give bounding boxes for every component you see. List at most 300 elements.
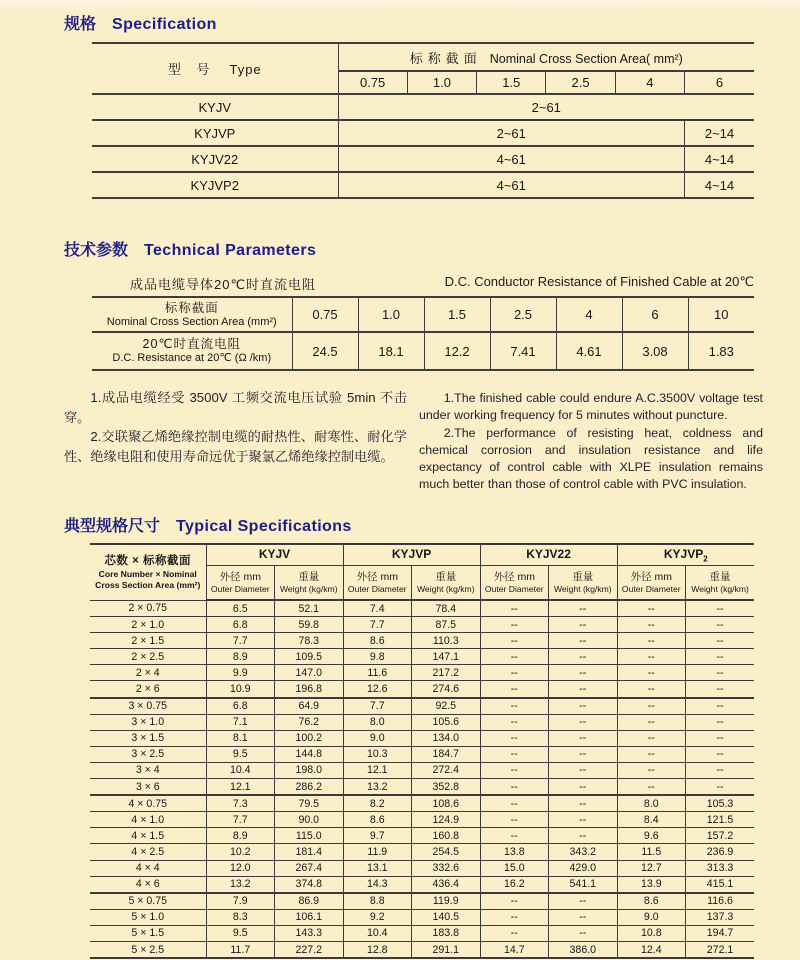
cable-type: KYJVP2 xyxy=(190,177,239,193)
table-row xyxy=(92,94,754,120)
weight-value: 105.3 xyxy=(686,795,755,812)
weight-value: 374.8 xyxy=(275,876,344,893)
area-label-zh: 标称截面 xyxy=(164,300,219,315)
outer-diameter-value: 8.6 xyxy=(343,633,412,649)
weight-value: 108.6 xyxy=(412,795,481,812)
corner-zh: 芯数 × 标称截面 xyxy=(104,555,192,568)
group-label: KYJV xyxy=(258,546,291,561)
area-label-en: Nominal Cross Section Area (mm²) xyxy=(106,315,277,328)
outer-diameter-value: 7.9 xyxy=(206,893,275,910)
weight-value: 116.6 xyxy=(686,893,755,910)
outer-diameter-value: 9.7 xyxy=(343,828,412,844)
size-header: 6 xyxy=(684,71,754,94)
heading-zh: 规格 xyxy=(64,16,97,33)
outer-diameter-value: -- xyxy=(617,779,686,796)
weight-value: 78.3 xyxy=(275,633,344,649)
resistance-value: 12.2 xyxy=(424,332,490,370)
outer-diameter-value: 9.2 xyxy=(343,909,412,925)
od-en: Outer Diameter xyxy=(621,584,681,594)
weight-value: 183.8 xyxy=(412,925,481,941)
type-header-zh: 型 号 xyxy=(167,62,216,77)
table-row xyxy=(90,762,754,778)
caption-zh: 成品电缆导体20℃时直流电阻 xyxy=(130,277,317,292)
weight-value: 254.5 xyxy=(412,844,481,860)
weight-value: 134.0 xyxy=(412,730,481,746)
core-range: 2~61 xyxy=(338,94,754,120)
group-label: KYJVP xyxy=(663,546,704,561)
core-size-label: 2 × 4 xyxy=(135,666,160,679)
outer-diameter-value: 12.1 xyxy=(343,762,412,778)
weight-value: -- xyxy=(549,828,618,844)
resistance-value: 4.61 xyxy=(556,332,622,370)
outer-diameter-value: 8.9 xyxy=(206,649,275,665)
core-size-label: 3 × 2.5 xyxy=(131,748,165,761)
weight-value: 137.3 xyxy=(686,909,755,925)
group-header-kyjv xyxy=(206,544,343,566)
weight-value: 194.7 xyxy=(686,925,755,941)
weight-value: -- xyxy=(549,681,618,698)
outer-diameter-value: -- xyxy=(480,665,549,681)
area-label-cell xyxy=(92,297,292,332)
weight-value: -- xyxy=(549,893,618,910)
outer-diameter-value: 10.4 xyxy=(343,925,412,941)
outer-diameter-value: 11.6 xyxy=(343,665,412,681)
weight-value: -- xyxy=(686,665,755,681)
weight-value: 90.0 xyxy=(275,812,344,828)
typical-specifications-table xyxy=(90,543,754,959)
size-value: 1.0 xyxy=(358,297,424,332)
weight-value: 79.5 xyxy=(275,795,344,812)
size-header: 1.0 xyxy=(407,71,476,94)
weight-value: 110.3 xyxy=(412,633,481,649)
wt-en: Weight (kg/km) xyxy=(416,584,475,594)
size-value: 6 xyxy=(622,297,688,332)
outer-diameter-value: 7.4 xyxy=(343,600,412,617)
weight-value: -- xyxy=(549,649,618,665)
core-size-label: 4 × 0.75 xyxy=(128,797,168,810)
weight-value: 286.2 xyxy=(275,779,344,796)
resistance-value: 18.1 xyxy=(358,332,424,370)
weight-value: 343.2 xyxy=(549,844,618,860)
tech-table-caption xyxy=(92,274,754,293)
table-row xyxy=(90,812,754,828)
weight-value: 59.8 xyxy=(275,617,344,633)
od-zh: 外径 mm xyxy=(356,571,398,583)
outer-diameter-value: 9.5 xyxy=(206,746,275,762)
weight-value: 267.4 xyxy=(275,860,344,876)
weight-value: -- xyxy=(549,779,618,796)
outer-diameter-value: -- xyxy=(480,617,549,633)
table-row xyxy=(90,746,754,762)
table-row xyxy=(90,665,754,681)
od-en: Outer Diameter xyxy=(210,584,270,594)
size-header: 2.5 xyxy=(546,71,615,94)
resistance-label-cell xyxy=(92,332,292,370)
core-range-last: 4~14 xyxy=(684,146,754,172)
group-header-kyjv22 xyxy=(480,544,617,566)
typical-table-body xyxy=(90,600,754,958)
group-header-en: Nominal Cross Section Area( mm²) xyxy=(489,51,683,66)
heading-zh: 技术参数 xyxy=(64,242,129,259)
group-label: KYJVP xyxy=(391,546,432,561)
weight-value: 147.0 xyxy=(275,665,344,681)
outer-diameter-value: -- xyxy=(617,698,686,715)
weight-value: -- xyxy=(549,633,618,649)
table-row xyxy=(90,617,754,633)
weight-value: -- xyxy=(549,665,618,681)
group-header-kyjvp xyxy=(343,544,480,566)
weight-value: 236.9 xyxy=(686,844,755,860)
table-row xyxy=(90,876,754,893)
outer-diameter-value: -- xyxy=(480,795,549,812)
group-header-kyjvp2 xyxy=(617,544,754,566)
core-size-label: 5 × 1.0 xyxy=(131,911,165,924)
size-value: 0.75 xyxy=(292,297,358,332)
weight-value: 121.5 xyxy=(686,812,755,828)
weight-value: -- xyxy=(549,762,618,778)
table-row xyxy=(90,828,754,844)
outer-diameter-value: -- xyxy=(480,649,549,665)
outer-diameter-value: 13.1 xyxy=(343,860,412,876)
outer-diameter-header xyxy=(617,566,686,601)
outer-diameter-value: 11.7 xyxy=(206,941,275,958)
weight-value: -- xyxy=(549,714,618,730)
core-range: 2~61 xyxy=(338,120,684,146)
table-row xyxy=(92,120,754,146)
table-row xyxy=(90,600,754,617)
weight-header xyxy=(275,566,344,601)
outer-diameter-value: 10.8 xyxy=(617,925,686,941)
outer-diameter-value: -- xyxy=(480,812,549,828)
outer-diameter-value: 9.0 xyxy=(617,909,686,925)
outer-diameter-value: 6.8 xyxy=(206,698,275,715)
outer-diameter-value: -- xyxy=(617,649,686,665)
notes-chinese xyxy=(64,388,407,466)
outer-diameter-value: 7.7 xyxy=(343,617,412,633)
note-zh-1: 1.成品电缆经受 3500V 工频交流电压试验 5min 不击穿。 xyxy=(64,390,407,425)
weight-header xyxy=(549,566,618,601)
core-size-label: 3 × 1.0 xyxy=(131,716,165,729)
outer-diameter-value: 8.0 xyxy=(343,714,412,730)
core-size-label: 2 × 0.75 xyxy=(128,602,168,615)
weight-value: -- xyxy=(549,617,618,633)
table-row xyxy=(92,297,754,332)
outer-diameter-value: -- xyxy=(480,893,549,910)
outer-diameter-value: -- xyxy=(480,600,549,617)
outer-diameter-value: 8.0 xyxy=(617,795,686,812)
caption-en: D.C. Conductor Resistance of Finished Cable at 20℃ xyxy=(444,274,754,289)
type-header-en: Type xyxy=(229,62,262,77)
outer-diameter-value: -- xyxy=(480,762,549,778)
table-row xyxy=(92,332,754,370)
weight-value: 181.4 xyxy=(275,844,344,860)
corner-en-2: Cross Section Area (mm²) xyxy=(95,579,201,590)
outer-diameter-value: 9.6 xyxy=(617,828,686,844)
weight-value: 119.9 xyxy=(412,893,481,910)
weight-value: 106.1 xyxy=(275,909,344,925)
table-row xyxy=(90,779,754,796)
od-en: Outer Diameter xyxy=(347,584,407,594)
group-header-row xyxy=(90,544,754,566)
heading-en: Typical Specifications xyxy=(176,518,352,535)
weight-value: 124.9 xyxy=(412,812,481,828)
outer-diameter-value: 12.1 xyxy=(206,779,275,796)
weight-value: 52.1 xyxy=(275,600,344,617)
outer-diameter-value: -- xyxy=(480,698,549,715)
outer-diameter-value: -- xyxy=(480,925,549,941)
weight-value: 100.2 xyxy=(275,730,344,746)
outer-diameter-value: 13.2 xyxy=(343,779,412,796)
weight-value: 313.3 xyxy=(686,860,755,876)
weight-value: -- xyxy=(686,779,755,796)
weight-value: -- xyxy=(549,909,618,925)
table-row xyxy=(90,730,754,746)
outer-diameter-value: 11.9 xyxy=(343,844,412,860)
weight-value: 92.5 xyxy=(412,698,481,715)
outer-diameter-value: 11.5 xyxy=(617,844,686,860)
outer-diameter-value: 12.7 xyxy=(617,860,686,876)
resistance-table xyxy=(92,296,754,371)
outer-diameter-value: 12.8 xyxy=(343,941,412,958)
outer-diameter-value: 9.8 xyxy=(343,649,412,665)
outer-diameter-value: 15.0 xyxy=(480,860,549,876)
outer-diameter-value: 7.1 xyxy=(206,714,275,730)
weight-value: -- xyxy=(686,762,755,778)
weight-value: 143.3 xyxy=(275,925,344,941)
size-header: 1.5 xyxy=(477,71,546,94)
weight-value: 86.9 xyxy=(275,893,344,910)
resistance-label-zh: 20℃时直流电阻 xyxy=(142,337,241,351)
weight-value: 436.4 xyxy=(412,876,481,893)
outer-diameter-value: 10.3 xyxy=(343,746,412,762)
core-size-label: 2 × 1.0 xyxy=(131,618,165,631)
table-row xyxy=(90,844,754,860)
heading-zh: 典型规格尺寸 xyxy=(64,518,161,535)
size-value: 10 xyxy=(688,297,754,332)
od-en: Outer Diameter xyxy=(484,584,544,594)
group-sub: 2 xyxy=(703,554,708,564)
outer-diameter-value: 14.7 xyxy=(480,941,549,958)
outer-diameter-value: 13.9 xyxy=(617,876,686,893)
section-heading-technical-parameters xyxy=(64,237,316,260)
outer-diameter-value: -- xyxy=(480,909,549,925)
weight-value: 160.8 xyxy=(412,828,481,844)
weight-value: 115.0 xyxy=(275,828,344,844)
weight-value: 157.2 xyxy=(686,828,755,844)
weight-value: 147.1 xyxy=(412,649,481,665)
outer-diameter-value: 6.5 xyxy=(206,600,275,617)
weight-value: 352.8 xyxy=(412,779,481,796)
wt-en: Weight (kg/km) xyxy=(553,584,612,594)
weight-header xyxy=(412,566,481,601)
outer-diameter-value: -- xyxy=(480,746,549,762)
specification-table xyxy=(92,42,754,199)
outer-diameter-value: 8.8 xyxy=(343,893,412,910)
weight-value: 291.1 xyxy=(412,941,481,958)
size-value: 1.5 xyxy=(424,297,490,332)
weight-value: -- xyxy=(686,730,755,746)
size-header: 4 xyxy=(615,71,684,94)
wt-en: Weight (kg/km) xyxy=(279,584,338,594)
weight-value: -- xyxy=(686,649,755,665)
wt-zh: 重量 xyxy=(709,571,731,583)
weight-value: -- xyxy=(686,633,755,649)
outer-diameter-value: 8.1 xyxy=(206,730,275,746)
outer-diameter-value: 12.0 xyxy=(206,860,275,876)
type-header-cell xyxy=(92,43,338,94)
cable-type: KYJVP xyxy=(194,125,236,141)
outer-diameter-value: 8.4 xyxy=(617,812,686,828)
outer-diameter-value: -- xyxy=(617,762,686,778)
outer-diameter-value: 7.7 xyxy=(206,633,275,649)
weight-value: 272.1 xyxy=(686,941,755,958)
outer-diameter-value: 7.7 xyxy=(343,698,412,715)
od-zh: 外径 mm xyxy=(493,571,535,583)
notes-english xyxy=(419,390,763,494)
table-row xyxy=(90,893,754,910)
outer-diameter-value: -- xyxy=(617,681,686,698)
core-size-label: 4 × 1.0 xyxy=(131,813,165,826)
corner-en-1: Core Number × Nominal xyxy=(98,569,197,580)
outer-diameter-value: 9.9 xyxy=(206,665,275,681)
weight-value: 87.5 xyxy=(412,617,481,633)
outer-diameter-value: 8.2 xyxy=(343,795,412,812)
outer-diameter-value: -- xyxy=(480,828,549,844)
outer-diameter-value: -- xyxy=(617,633,686,649)
outer-diameter-header xyxy=(480,566,549,601)
weight-value: -- xyxy=(549,795,618,812)
core-size-label: 4 × 6 xyxy=(135,878,160,891)
resistance-label-en: D.C. Resistance at 20℃ (Ω /km) xyxy=(112,352,272,364)
section-heading-specification xyxy=(64,11,217,34)
weight-value: 272.4 xyxy=(412,762,481,778)
table-row xyxy=(90,925,754,941)
od-zh: 外径 mm xyxy=(630,571,672,583)
core-range: 4~61 xyxy=(338,146,684,172)
outer-diameter-value: -- xyxy=(617,665,686,681)
weight-value: 541.1 xyxy=(549,876,618,893)
core-size-label: 3 × 0.75 xyxy=(128,700,168,713)
group-header-zh: 标称截面 xyxy=(409,50,482,66)
table-row xyxy=(90,941,754,958)
weight-value: 429.0 xyxy=(549,860,618,876)
outer-diameter-value: 7.7 xyxy=(206,812,275,828)
outer-diameter-value: 12.4 xyxy=(617,941,686,958)
weight-value: 217.2 xyxy=(412,665,481,681)
weight-value: 274.6 xyxy=(412,681,481,698)
od-zh: 外径 mm xyxy=(219,571,261,583)
table-row xyxy=(90,649,754,665)
core-size-label: 5 × 2.5 xyxy=(131,943,165,956)
weight-value: -- xyxy=(549,698,618,715)
outer-diameter-value: 8.3 xyxy=(206,909,275,925)
outer-diameter-value: -- xyxy=(617,746,686,762)
resistance-value: 3.08 xyxy=(622,332,688,370)
outer-diameter-value: -- xyxy=(617,617,686,633)
cable-type: KYJV xyxy=(198,99,231,115)
core-range-last: 4~14 xyxy=(684,172,754,198)
outer-diameter-value: 10.2 xyxy=(206,844,275,860)
outer-diameter-value: -- xyxy=(480,681,549,698)
cross-section-group-header xyxy=(338,43,754,71)
outer-diameter-value: 7.3 xyxy=(206,795,275,812)
wt-zh: 重量 xyxy=(298,571,320,583)
weight-value: 196.8 xyxy=(275,681,344,698)
outer-diameter-value: 16.2 xyxy=(480,876,549,893)
weight-value: 64.9 xyxy=(275,698,344,715)
weight-value: 227.2 xyxy=(275,941,344,958)
table-row xyxy=(90,909,754,925)
note-en-2: 2.The performance of resisting heat, coldness and chemical corrosion and insulation resistance and life expectancy of control cable with XLPE insulation remains much better than those of control cable with PVC insulation. xyxy=(419,425,763,492)
table-row xyxy=(90,795,754,812)
weight-value: 415.1 xyxy=(686,876,755,893)
outer-diameter-value: 9.0 xyxy=(343,730,412,746)
weight-value: -- xyxy=(686,746,755,762)
weight-value: 332.6 xyxy=(412,860,481,876)
outer-diameter-value: -- xyxy=(617,714,686,730)
outer-diameter-value: 13.2 xyxy=(206,876,275,893)
size-value: 4 xyxy=(556,297,622,332)
outer-diameter-value: 14.3 xyxy=(343,876,412,893)
section-heading-typical-specifications xyxy=(64,513,352,536)
outer-diameter-value: 9.5 xyxy=(206,925,275,941)
note-en-1: 1.The finished cable could endure A.C.3500V voltage test under working frequency for 5 minutes without puncture. xyxy=(419,391,763,423)
outer-diameter-value: -- xyxy=(617,730,686,746)
wt-zh: 重量 xyxy=(572,571,594,583)
group-label: KYJV22 xyxy=(526,546,571,561)
outer-diameter-header xyxy=(343,566,412,601)
weight-value: 78.4 xyxy=(412,600,481,617)
heading-en: Technical Parameters xyxy=(144,242,317,259)
weight-value: 76.2 xyxy=(275,714,344,730)
weight-value: 386.0 xyxy=(549,941,618,958)
heading-en: Specification xyxy=(112,16,217,33)
outer-diameter-value: 10.4 xyxy=(206,762,275,778)
table-row xyxy=(90,860,754,876)
core-size-label: 4 × 4 xyxy=(135,862,160,875)
core-size-label: 2 × 6 xyxy=(135,683,160,696)
outer-diameter-value: -- xyxy=(480,714,549,730)
outer-diameter-value: -- xyxy=(480,779,549,796)
weight-value: -- xyxy=(686,681,755,698)
table-row xyxy=(90,681,754,698)
core-size-label: 5 × 0.75 xyxy=(128,895,168,908)
table-row xyxy=(92,146,754,172)
weight-value: 144.8 xyxy=(275,746,344,762)
table-row xyxy=(90,698,754,715)
core-size-label: 2 × 1.5 xyxy=(131,634,165,647)
wt-zh: 重量 xyxy=(435,571,457,583)
outer-diameter-header xyxy=(206,566,275,601)
core-range-last: 2~14 xyxy=(684,120,754,146)
core-range: 4~61 xyxy=(338,172,684,198)
weight-value: 140.5 xyxy=(412,909,481,925)
weight-value: 105.6 xyxy=(412,714,481,730)
outer-diameter-value: 13.8 xyxy=(480,844,549,860)
weight-value: 109.5 xyxy=(275,649,344,665)
spec-header-row xyxy=(92,43,754,71)
outer-diameter-value: 8.9 xyxy=(206,828,275,844)
outer-diameter-value: -- xyxy=(480,730,549,746)
weight-value: -- xyxy=(686,698,755,715)
table-row xyxy=(90,714,754,730)
resistance-value: 1.83 xyxy=(688,332,754,370)
resistance-value: 24.5 xyxy=(292,332,358,370)
cable-type: KYJV22 xyxy=(191,151,239,167)
weight-value: -- xyxy=(686,617,755,633)
resistance-value: 7.41 xyxy=(490,332,556,370)
core-size-label: 3 × 6 xyxy=(135,780,160,793)
